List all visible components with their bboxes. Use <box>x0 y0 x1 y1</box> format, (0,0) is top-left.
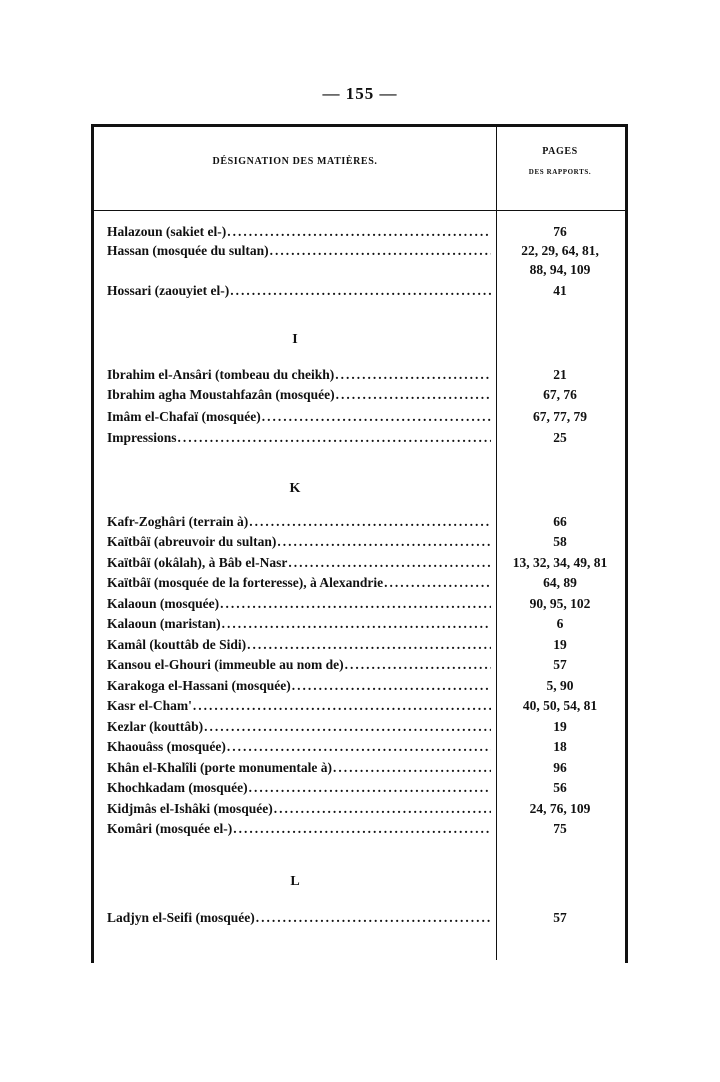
dot-leader <box>333 760 491 776</box>
dot-leader <box>277 534 491 550</box>
dot-leader <box>345 657 491 673</box>
entry-pages: 64, 89 <box>543 575 577 590</box>
index-entry <box>107 283 491 301</box>
index-entry <box>107 596 491 614</box>
index-entry <box>107 224 491 242</box>
dot-leader <box>288 555 491 571</box>
index-entry <box>107 678 491 696</box>
entry-pages: 57 <box>553 910 567 925</box>
dot-leader <box>178 430 491 446</box>
index-entry <box>107 409 491 427</box>
index-entry <box>107 637 491 655</box>
entry-name: Ibrahim el-Ansâri (tombeau du cheikh) <box>107 367 335 382</box>
entry-name: Komâri (mosquée el-) <box>107 821 233 836</box>
index-entry <box>107 430 491 448</box>
entry-name: Halazoun (sakiet el-) <box>107 224 227 239</box>
entry-name: Hossari (zaouyiet el-) <box>107 283 230 298</box>
dot-leader <box>222 616 491 632</box>
dot-leader <box>220 596 491 612</box>
entry-pages: 19 <box>553 719 567 734</box>
entry-pages: 76 <box>553 224 567 239</box>
entry-name: Kamâl (kouttâb de Sidi) <box>107 637 247 652</box>
dot-leader <box>384 575 491 591</box>
index-entry <box>107 367 491 385</box>
entry-name: Kalaoun (mosquée) <box>107 596 220 611</box>
entry-pages: 90, 95, 102 <box>529 596 591 611</box>
entry-name: Kaïtbâï (okâlah), à Bâb el-Nasr <box>107 555 288 570</box>
index-entry <box>107 534 491 552</box>
dot-leader <box>335 367 491 383</box>
index-entry <box>107 780 491 798</box>
entry-name: Khaouâss (mosquée) <box>107 739 226 754</box>
entry-pages: 18 <box>553 739 567 754</box>
entry-pages: 25 <box>553 430 567 445</box>
entry-pages: 41 <box>553 283 567 298</box>
entry-pages: 58 <box>553 534 567 549</box>
section-letter: K <box>289 481 301 496</box>
dot-leader <box>233 821 491 837</box>
index-entry <box>107 821 491 839</box>
dot-leader <box>227 739 491 755</box>
header-pages: PAGES <box>542 146 578 157</box>
column-divider <box>496 127 497 960</box>
section-letter: I <box>292 332 298 347</box>
index-entry <box>107 387 491 405</box>
index-entry <box>107 698 491 716</box>
entry-name: Impressions <box>107 430 177 445</box>
index-entry <box>107 657 491 675</box>
dot-leader <box>256 910 491 926</box>
index-entry <box>107 616 491 634</box>
entry-pages: 22, 29, 64, 81, <box>521 243 599 258</box>
entry-name: Kasr el-Cham' <box>107 698 192 713</box>
index-entry <box>107 760 491 778</box>
index-entry <box>107 910 491 928</box>
index-entry <box>107 739 491 757</box>
entry-name: Imâm el-Chafaï (mosquée) <box>107 409 261 424</box>
entry-name: Ibrahim agha Moustahfazân (mosquée) <box>107 387 335 402</box>
header-designation: DÉSIGNATION DES MATIÈRES. <box>212 156 378 167</box>
entry-name: Kaïtbâï (abreuvoir du sultan) <box>107 534 277 549</box>
entry-name: Khân el-Khalîli (porte monumentale à) <box>107 760 332 775</box>
entry-pages: 57 <box>553 657 567 672</box>
index-entry <box>107 243 491 261</box>
header-rule <box>94 210 625 211</box>
entry-pages-continued: 88, 94, 109 <box>529 262 591 277</box>
entry-pages: 19 <box>553 637 567 652</box>
entry-pages: 40, 50, 54, 81 <box>522 698 598 713</box>
entry-pages: 67, 77, 79 <box>533 409 587 424</box>
dot-leader <box>270 243 491 259</box>
entry-name: Kalaoun (maristan) <box>107 616 221 631</box>
dot-leader <box>262 409 491 425</box>
dot-leader <box>230 283 491 299</box>
dot-leader <box>336 387 491 403</box>
section-letter: L <box>290 874 300 889</box>
entry-pages: 56 <box>553 780 567 795</box>
entry-pages: 75 <box>553 821 567 836</box>
entry-name: Kidjmâs el-Ishâki (mosquée) <box>107 801 273 816</box>
entry-name: Khochkadam (mosquée) <box>107 780 248 795</box>
entry-name: Kansou el-Ghouri (immeuble au nom de) <box>107 657 344 672</box>
entry-name: Kezlar (kouttâb) <box>107 719 204 734</box>
page-number: — 155 — <box>322 84 398 103</box>
entry-name: Karakoga el-Hassani (mosquée) <box>107 678 291 693</box>
index-entry <box>107 719 491 737</box>
entry-pages: 13, 32, 34, 49, 81 <box>512 555 608 570</box>
dot-leader <box>193 698 491 714</box>
index-entry <box>107 575 491 593</box>
entry-pages: 6 <box>556 616 564 631</box>
entry-pages: 5, 90 <box>546 678 574 693</box>
dot-leader <box>274 801 491 817</box>
entry-pages: 24, 76, 109 <box>529 801 591 816</box>
dot-leader <box>247 637 491 653</box>
header-rapports: DES RAPPORTS. <box>528 168 592 176</box>
dot-leader <box>292 678 491 694</box>
index-entry <box>107 514 491 532</box>
index-entry <box>107 801 491 819</box>
dot-leader <box>204 719 491 735</box>
entry-name: Hassan (mosquée du sultan) <box>107 243 269 258</box>
entry-name: Kafr-Zoghâri (terrain à) <box>107 514 249 529</box>
entry-pages: 67, 76 <box>543 387 577 402</box>
entry-pages: 66 <box>553 514 567 529</box>
entry-name: Kaïtbâï (mosquée de la forteresse), à Alexandrie <box>107 575 384 590</box>
index-entry <box>107 555 491 573</box>
dot-leader <box>249 780 491 796</box>
dot-leader <box>227 224 491 240</box>
dot-leader <box>249 514 491 530</box>
entry-pages: 96 <box>553 760 567 775</box>
entry-pages: 21 <box>553 367 567 382</box>
entry-name: Ladjyn el-Seifi (mosquée) <box>107 910 255 925</box>
